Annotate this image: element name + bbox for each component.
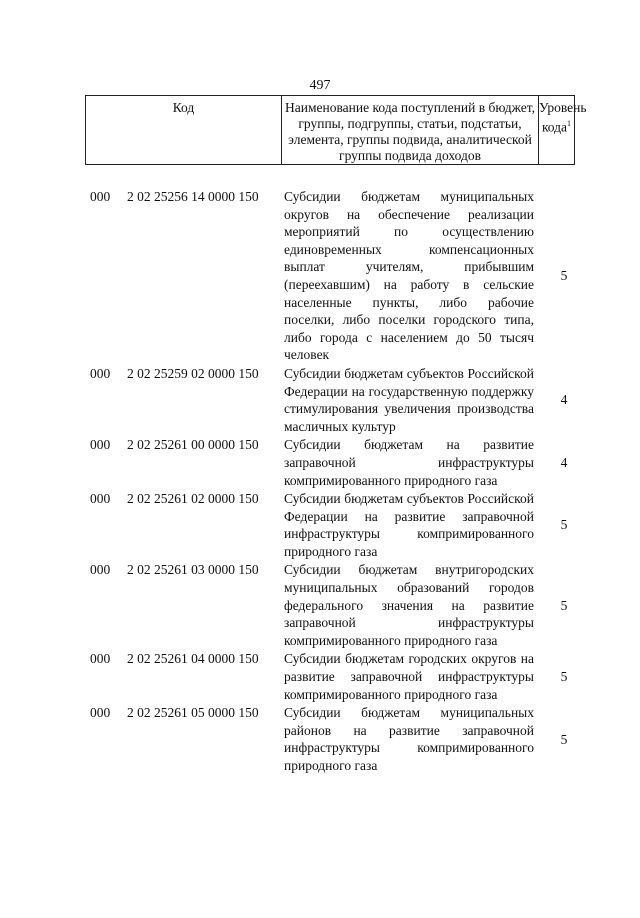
admin-code: 000 [90, 491, 111, 507]
code-level: 4 [560, 454, 568, 470]
table-header [85, 95, 587, 165]
admin-code: 000 [90, 705, 111, 721]
income-name: Субсидии бюджетам муниципальных районов на развитие заправочной инфраструктуры компримированного природного газа [284, 705, 534, 773]
table-row [0, 188, 640, 364]
admin-code: 000 [90, 437, 111, 453]
table-row [0, 650, 640, 703]
page-number: 497 [309, 78, 331, 93]
income-code: 2 02 25261 03 0000 150 [127, 562, 259, 578]
income-name: Субсидии бюджетам муниципальных округов на обеспечение реализации мероприятий по осуществлению единовременных компенсационных выплат учителям, прибывшим (переехавшим) на работу в сельские населенные пункты, либо рабочие поселки, либо поселки городского типа, либо города с населением до 50 тысяч человек [284, 189, 534, 363]
code-level: 5 [560, 669, 568, 685]
header-code: Код [172, 100, 195, 115]
income-code: 2 02 25256 14 0000 150 [127, 189, 259, 204]
income-name: Субсидии бюджетам субъектов Российской Федерации на государственную поддержку стимулирования увеличения производства масличных культур [284, 365, 534, 434]
header-level [539, 96, 587, 164]
admin-code: 000 [90, 189, 111, 204]
income-code: 2 02 25261 04 0000 150 [127, 651, 259, 667]
income-code: 2 02 25261 02 0000 150 [127, 491, 259, 507]
admin-code: 000 [90, 365, 111, 381]
code-level: 5 [560, 268, 568, 284]
header-name: Наименование кода поступлений в бюджет, группы, подгруппы, статьи, подстатьи, элемента, группы подвида, аналитической группы подвида доходов [281, 96, 539, 164]
admin-code: 000 [90, 562, 111, 578]
table-body [0, 188, 640, 776]
table-row [0, 561, 640, 649]
admin-code: 000 [90, 651, 111, 667]
income-code: 2 02 25261 00 0000 150 [127, 437, 259, 453]
income-name: Субсидии бюджетам городских округов на развитие заправочной инфраструктуры компримированного природного газа [284, 651, 534, 702]
header-level-label: Уровень кода [539, 100, 587, 135]
code-level: 5 [560, 597, 568, 613]
code-level: 4 [560, 392, 568, 408]
code-level: 5 [560, 731, 568, 747]
income-code: 2 02 25259 02 0000 150 [127, 365, 259, 381]
income-name: Субсидии бюджетам внутригородских муниципальных образований городов федерального значения на развитие заправочной инфраструктуры компримированного природного газа [284, 562, 534, 648]
income-code: 2 02 25261 05 0000 150 [127, 705, 259, 721]
table-row [0, 704, 640, 774]
header-level-footnote: 1 [567, 119, 572, 128]
code-level: 5 [560, 517, 568, 533]
table-row [0, 436, 640, 489]
table-row [0, 365, 640, 435]
table-row [0, 490, 640, 560]
income-name: Субсидии бюджетам субъектов Российской Федерации на развитие заправочной инфраструктуры компримированного природного газа [284, 491, 534, 559]
income-name: Субсидии бюджетам на развитие заправочной инфраструктуры компримированного природного газа [284, 437, 534, 488]
